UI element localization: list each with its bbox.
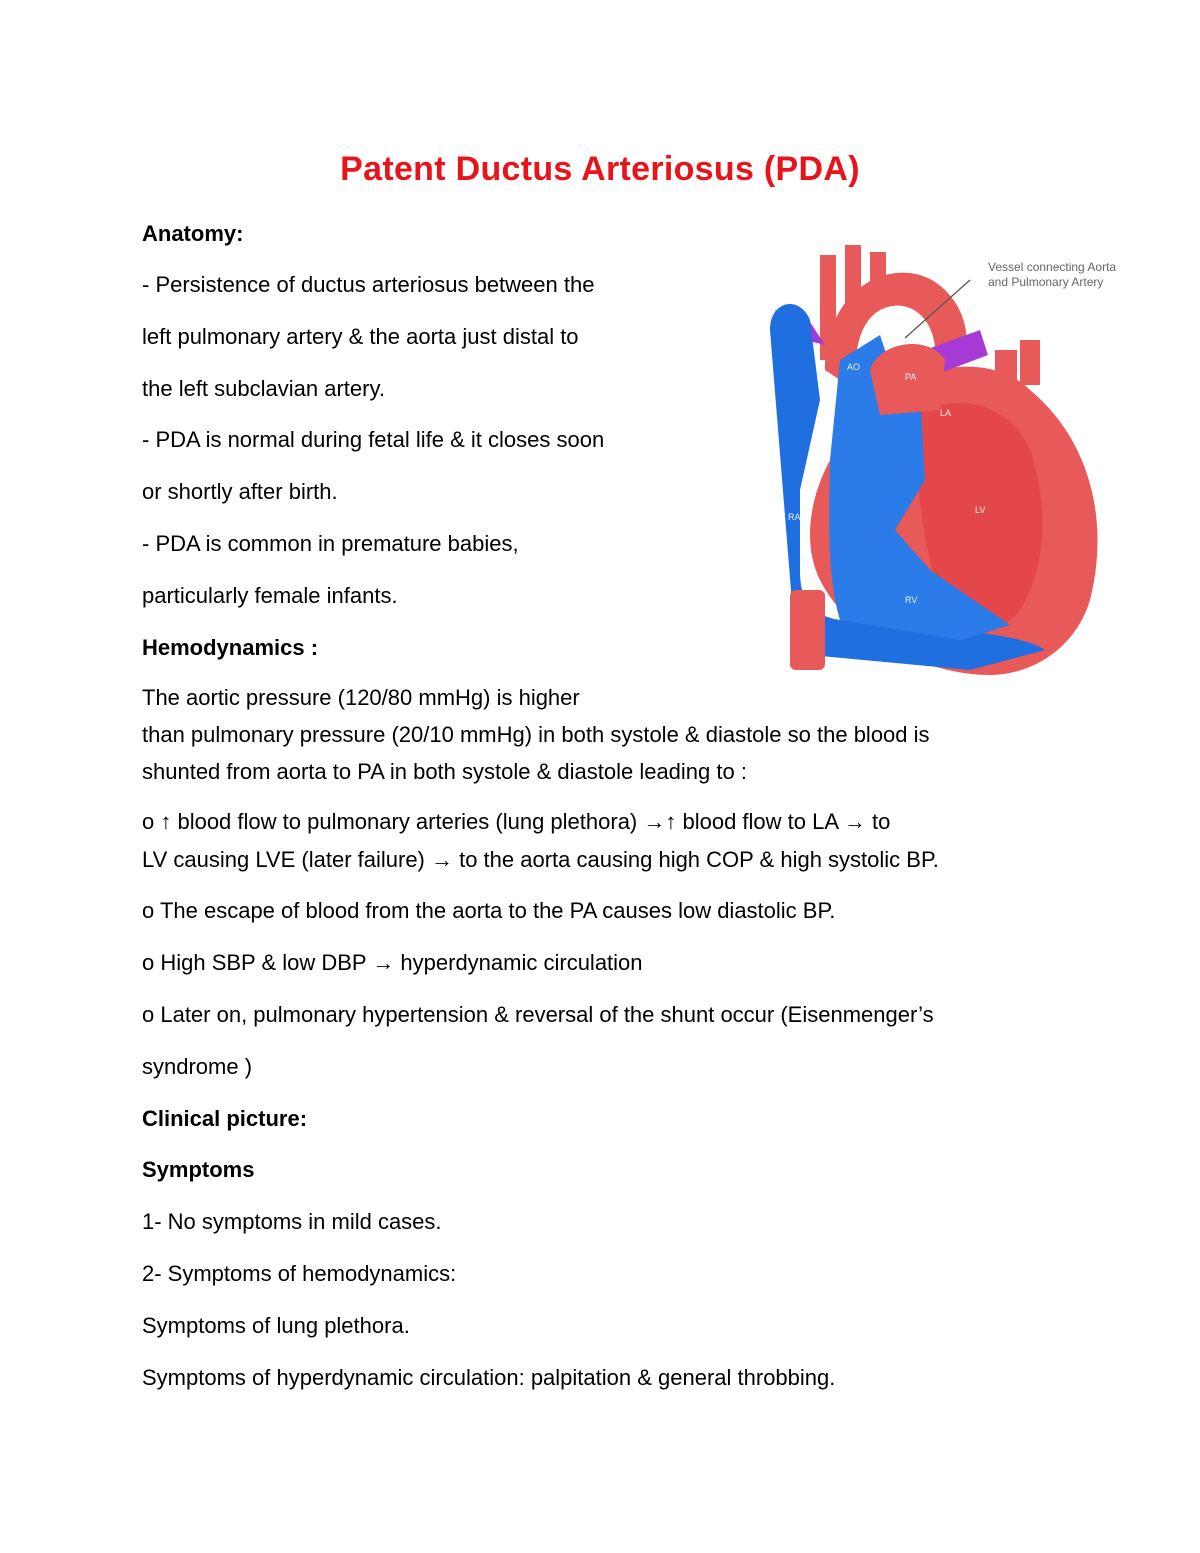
label-rv: RV bbox=[905, 595, 918, 605]
heart-illustration bbox=[730, 240, 1130, 680]
hemodynamics-line: than pulmonary pressure (20/10 mmHg) in both systole & diastole so the blood is bbox=[142, 722, 930, 747]
label-la: LA bbox=[940, 408, 952, 418]
label-ra: RA bbox=[788, 512, 801, 522]
anatomy-line: the left subclavian artery. bbox=[142, 376, 385, 401]
label-lv: LV bbox=[975, 505, 986, 515]
anatomy-heading: Anatomy: bbox=[142, 221, 244, 246]
hemodynamics-line: LV causing LVE (later failure) → to the aorta causing high COP & high systolic BP. bbox=[142, 847, 939, 872]
hemodynamics-line: o Later on, pulmonary hypertension & reversal of the shunt occur (Eisenmenger’s bbox=[142, 1002, 934, 1027]
caption-line: Vessel connecting Aorta bbox=[988, 260, 1117, 274]
hemodynamics-line: The aortic pressure (120/80 mmHg) is higher bbox=[142, 685, 580, 710]
symptom-line: Symptoms of hyperdynamic circulation: palpitation & general throbbing. bbox=[142, 1365, 836, 1390]
symptoms-heading: Symptoms bbox=[142, 1157, 255, 1182]
hemodynamics-heading: Hemodynamics : bbox=[142, 635, 319, 660]
hemodynamics-line: shunted from aorta to PA in both systole & diastole leading to : bbox=[142, 759, 747, 784]
anatomy-line: particularly female infants. bbox=[142, 583, 398, 608]
anatomy-line: or shortly after birth. bbox=[142, 479, 338, 504]
anatomy-line: - Persistence of ductus arteriosus between the bbox=[142, 272, 595, 297]
label-pa: PA bbox=[905, 372, 917, 382]
hemodynamics-line: o The escape of blood from the aorta to the PA causes low diastolic BP. bbox=[142, 898, 836, 923]
label-ao: AO bbox=[847, 362, 861, 372]
hemodynamics-line: o High SBP & low DBP → hyperdynamic circulation bbox=[142, 950, 643, 975]
anatomy-line: - PDA is common in premature babies, bbox=[142, 531, 519, 556]
clinical-heading: Clinical picture: bbox=[142, 1106, 308, 1131]
symptom-line: 1- No symptoms in mild cases. bbox=[142, 1209, 442, 1234]
page-title: Patent Ductus Arteriosus (PDA) bbox=[340, 150, 860, 188]
heart-diagram bbox=[730, 240, 1130, 680]
symptom-line: 2- Symptoms of hemodynamics: bbox=[142, 1261, 457, 1286]
anatomy-line: left pulmonary artery & the aorta just distal to bbox=[142, 324, 579, 349]
hemodynamics-line: o ↑ blood flow to pulmonary arteries (lung plethora) →↑ blood flow to LA → to bbox=[142, 809, 891, 834]
symptom-line: Symptoms of lung plethora. bbox=[142, 1313, 410, 1338]
figure-caption bbox=[988, 260, 1116, 290]
hemodynamics-line: syndrome ) bbox=[142, 1054, 253, 1079]
anatomy-line: - PDA is normal during fetal life & it closes soon bbox=[142, 427, 605, 452]
caption-line: and Pulmonary Artery bbox=[988, 275, 1104, 289]
